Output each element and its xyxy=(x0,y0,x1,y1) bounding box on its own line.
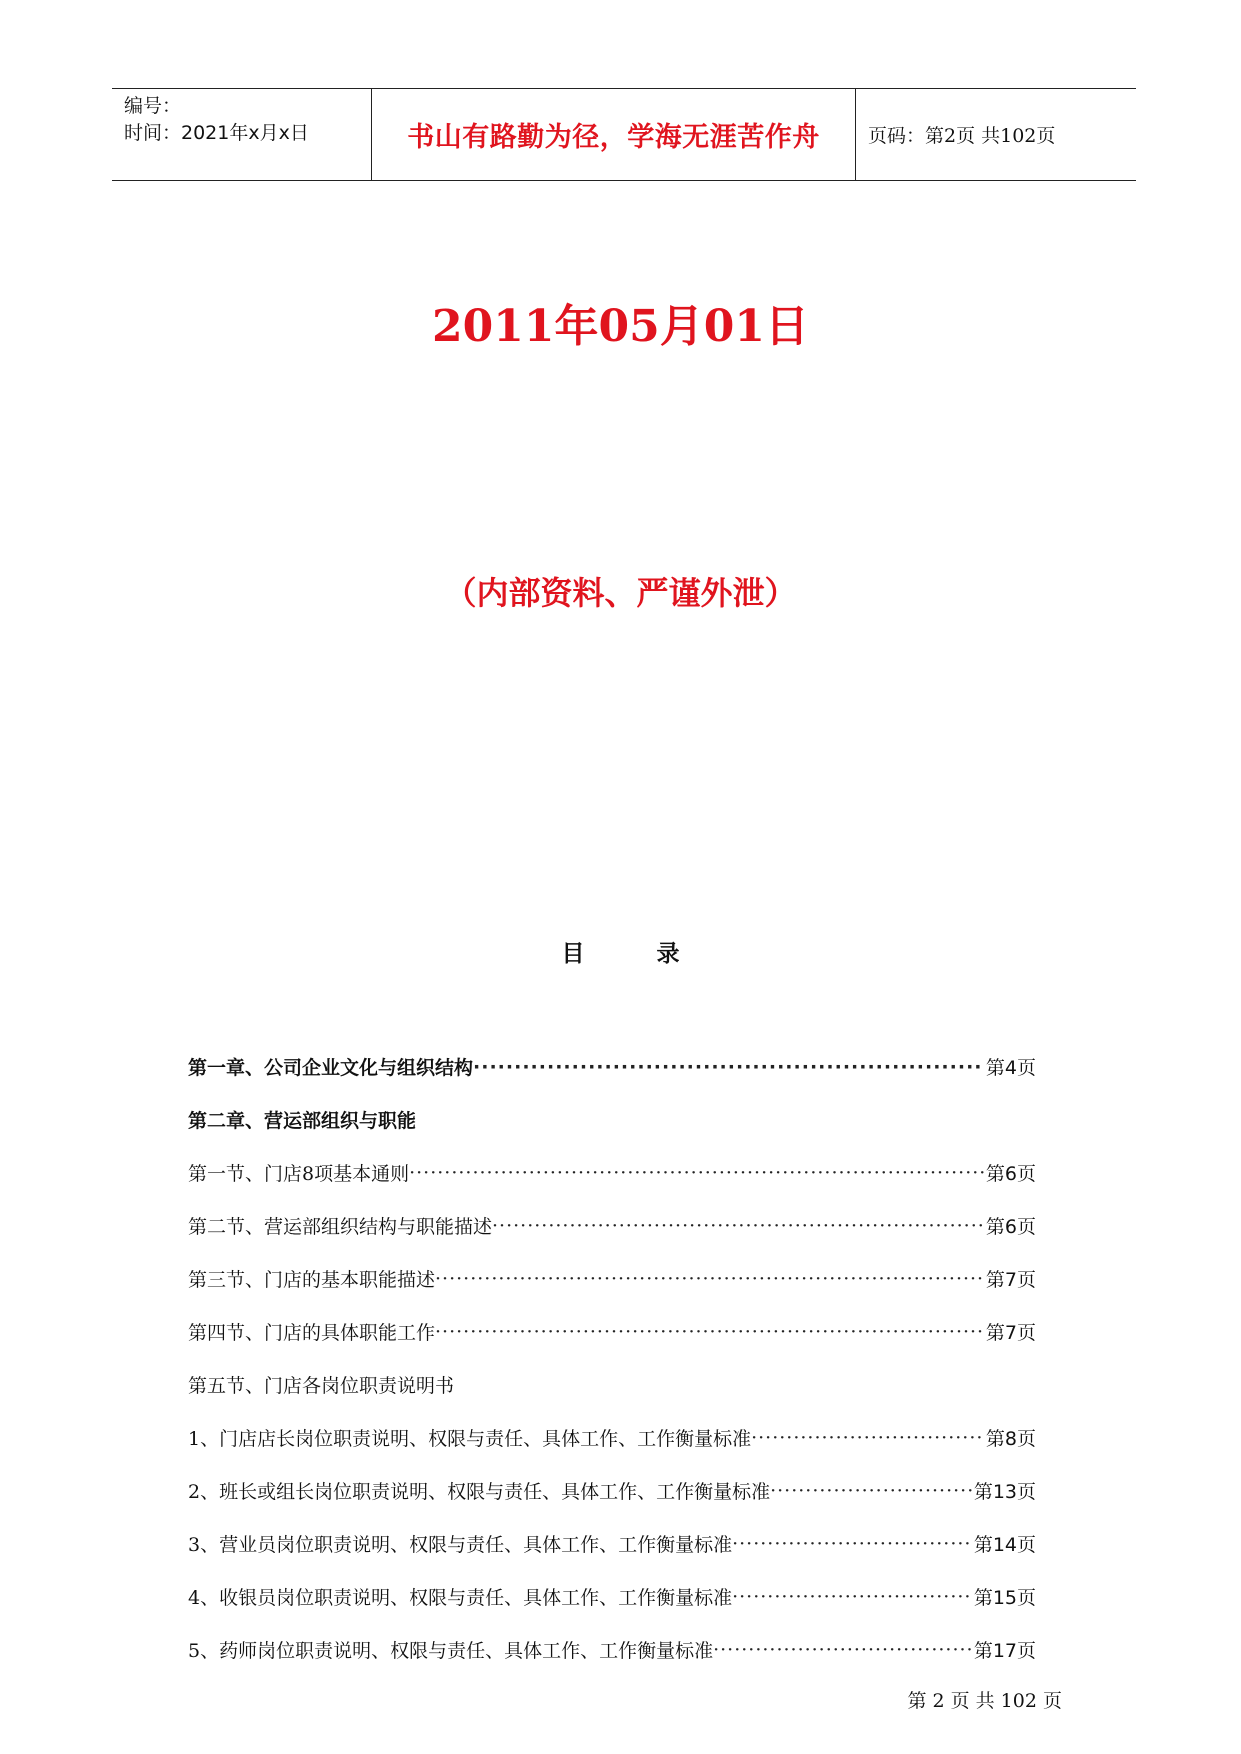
toc-entry-leader xyxy=(732,1586,972,1608)
toc-entry-title: 2、班长或组长岗位职责说明、权限与责任、具体工作、工作衡量标准 xyxy=(188,1481,771,1503)
toc-entry-title: 第五节、门店各岗位职责说明书 xyxy=(188,1375,455,1397)
toc-entry-title: 第四节、门店的具体职能工作 xyxy=(188,1322,436,1344)
toc-entry[interactable] xyxy=(188,1358,1036,1411)
toc-entry-page: 第15页 xyxy=(973,1587,1036,1609)
toc-entry-leader xyxy=(713,1639,972,1661)
header-page-info: 页码：第2页 共102页 xyxy=(868,125,1056,147)
toc-entry-page: 第13页 xyxy=(973,1481,1036,1503)
document-time-label: 时间：2021年x月x日 xyxy=(124,122,309,144)
cover-date: 2011年05月01日 xyxy=(432,301,809,352)
header-motto: 书山有路勤为径，学海无涯苦作舟 xyxy=(407,122,820,153)
toc-entry-title: 3、营业员岗位职责说明、权限与责任、具体工作、工作衡量标准 xyxy=(188,1534,733,1556)
confidential-note: （内部资料、严谨外泄） xyxy=(444,574,797,612)
toc-list xyxy=(188,1040,1036,1676)
toc-title-left: 目 xyxy=(561,941,585,967)
toc-entry-title: 5、药师岗位职责说明、权限与责任、具体工作、工作衡量标准 xyxy=(188,1640,714,1662)
toc-entry-page: 第7页 xyxy=(985,1269,1036,1291)
toc-entry-title: 第一章、公司企业文化与组织结构 xyxy=(188,1057,474,1079)
toc-entry-leader xyxy=(492,1215,984,1237)
toc-title-right: 录 xyxy=(656,941,680,967)
toc-title xyxy=(0,935,1241,968)
toc-entry[interactable] xyxy=(188,1093,1036,1146)
toc-entry-title: 第一节、门店8项基本通则 xyxy=(188,1163,410,1185)
toc-entry[interactable] xyxy=(188,1411,1036,1464)
toc-entry-page: 第14页 xyxy=(973,1534,1036,1556)
toc-entry-title: 第二节、营运部组织结构与职能描述 xyxy=(188,1216,493,1238)
toc-entry-page: 第4页 xyxy=(985,1057,1036,1079)
toc-entry-page: 第6页 xyxy=(985,1216,1036,1238)
toc-entry[interactable] xyxy=(188,1252,1036,1305)
toc-entry-page: 第17页 xyxy=(973,1640,1036,1662)
toc-entry-page: 第7页 xyxy=(985,1322,1036,1344)
footer-page-info: 第 2 页 共 102 页 xyxy=(907,1690,1062,1712)
header-motto-cell xyxy=(372,89,856,180)
toc-entry-title: 第三节、门店的基本职能描述 xyxy=(188,1269,436,1291)
toc-entry[interactable] xyxy=(188,1040,1036,1093)
toc-entry-title: 1、门店店长岗位职责说明、权限与责任、具体工作、工作衡量标准 xyxy=(188,1428,752,1450)
toc-entry-leader xyxy=(409,1162,984,1184)
toc-entry[interactable] xyxy=(188,1570,1036,1623)
toc-entry-leader xyxy=(732,1533,972,1555)
toc-entry[interactable] xyxy=(188,1464,1036,1517)
header-meta-cell xyxy=(112,89,372,180)
toc-entry-leader xyxy=(770,1480,972,1502)
toc-entry-leader xyxy=(435,1321,984,1343)
header-table xyxy=(112,88,1136,181)
toc-entry-leader xyxy=(751,1427,984,1449)
toc-entry-leader xyxy=(473,1056,984,1078)
toc-entry-title: 第二章、营运部组织与职能 xyxy=(188,1110,417,1132)
toc-entry-page: 第6页 xyxy=(985,1163,1036,1185)
toc-entry-page: 第8页 xyxy=(985,1428,1036,1450)
toc-entry[interactable] xyxy=(188,1623,1036,1676)
toc-entry[interactable] xyxy=(188,1146,1036,1199)
toc-entry[interactable] xyxy=(188,1305,1036,1358)
header-page-cell xyxy=(856,89,1136,180)
toc-entry-title: 4、收银员岗位职责说明、权限与责任、具体工作、工作衡量标准 xyxy=(188,1587,733,1609)
document-number-label: 编号： xyxy=(124,95,182,117)
toc-entry-leader xyxy=(435,1268,984,1290)
toc-entry[interactable] xyxy=(188,1517,1036,1570)
toc-entry[interactable] xyxy=(188,1199,1036,1252)
